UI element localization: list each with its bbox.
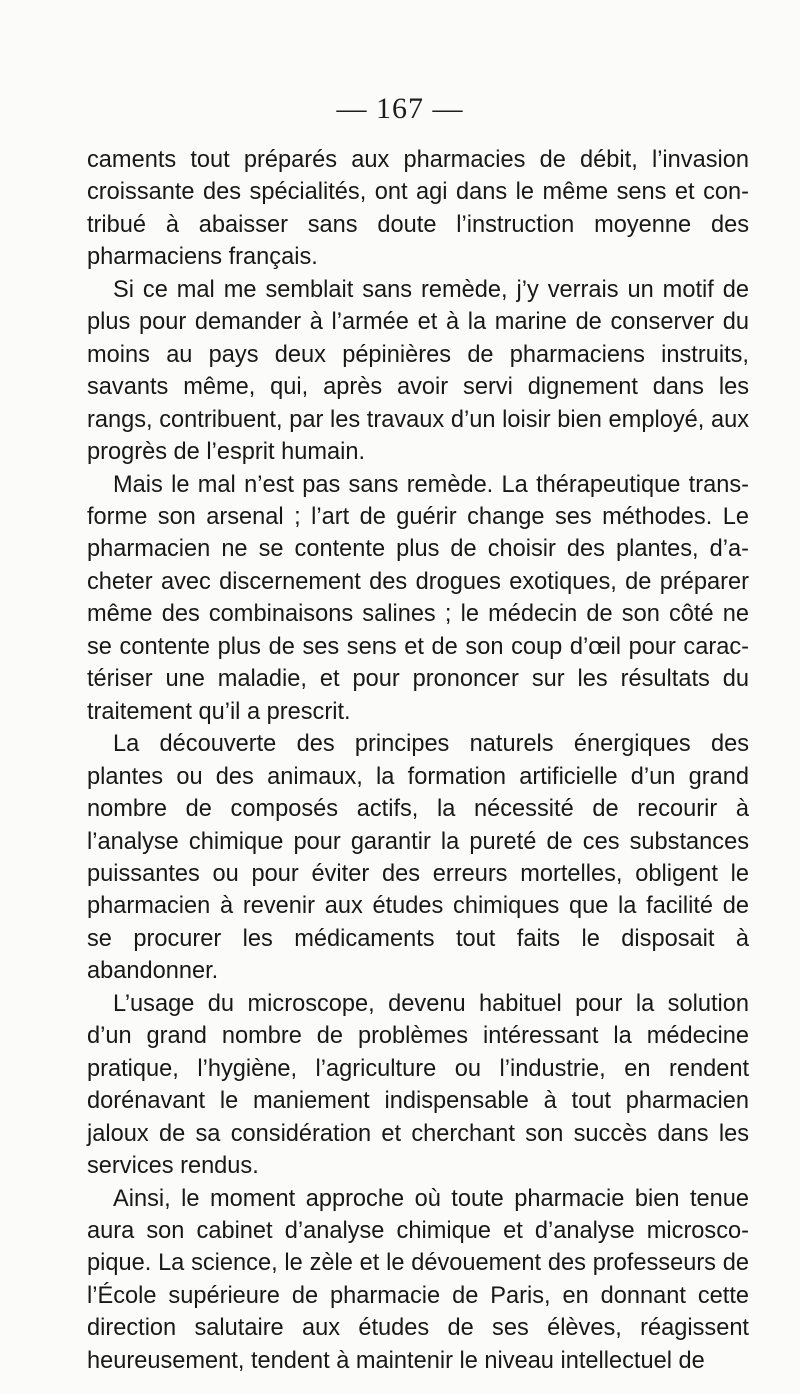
page-number: — 167 — [336,92,464,125]
paragraph-6: Ainsi, le moment approche où toute pharmacie bien tenue aura son cabinet d’analyse chimique et d’analyse microscopique. La science, le zèle et le dévouement des professeurs de l’École supérieure de pharmacie de Paris, en donnant cette direction salutaire aux études de ses élèves, réagissent heureusement, tendent à maintenir le niveau intellectuel de [87,1185,749,1374]
paragraph-1: caments tout préparés aux pharmacies de débit, l’invasion croissante des spécialités, ont agi dans le même sens et contribué à abaisser sans doute l’instruction moyenne des pharmaciens français. [87,147,749,271]
paragraph-2: Si ce mal me semblait sans remède, j’y verrais un motif de plus pour demander à l’armée et à la marine de conserver du moins au pays deux pépinières de pharmaciens instruits, savants même, qui, après avoir servi dignement dans les rangs, contribuent, par les travaux d’un loisir bien employé, aux progrès de l’esprit humain. [87,276,749,466]
paragraph-3: Mais le mal n’est pas sans remède. La thérapeutique transforme son arsenal ; l’art de guérir change ses méthodes. Le pharmacien ne se contente plus de choisir des plantes, d’acheter avec discernement des drogues exotiques, de préparer même des combinaisons salines ; le médecin de son côté ne se contente plus de ses sens et de son coup d’œil pour caractériser une maladie, et pour prononcer sur les résultats du traitement qu’il a prescrit. [87,471,749,725]
paragraph-5: L’usage du microscope, devenu habituel pour la solution d’un grand nombre de problèmes intéressant la médecine pratique, l’hygiène, l’agriculture ou l’industrie, en rendent dorénavant le maniement indispensable à tout pharmacien jaloux de sa considération et cherchant son succès dans les services rendus. [87,990,749,1180]
paragraph-4: La découverte des principes naturels énergiques des plantes ou des animaux, la formation artificielle d’un grand nombre de composés actifs, la nécessité de recourir à l’analyse chimique pour garantir la pureté de ces substances puissantes ou pour éviter des erreurs mortelles, obligent le pharmacien à revenir aux études chimiques que la facilité de se procurer les médicaments tout faits le disposait à abandonner. [87,731,749,985]
body-text [87,144,749,1377]
